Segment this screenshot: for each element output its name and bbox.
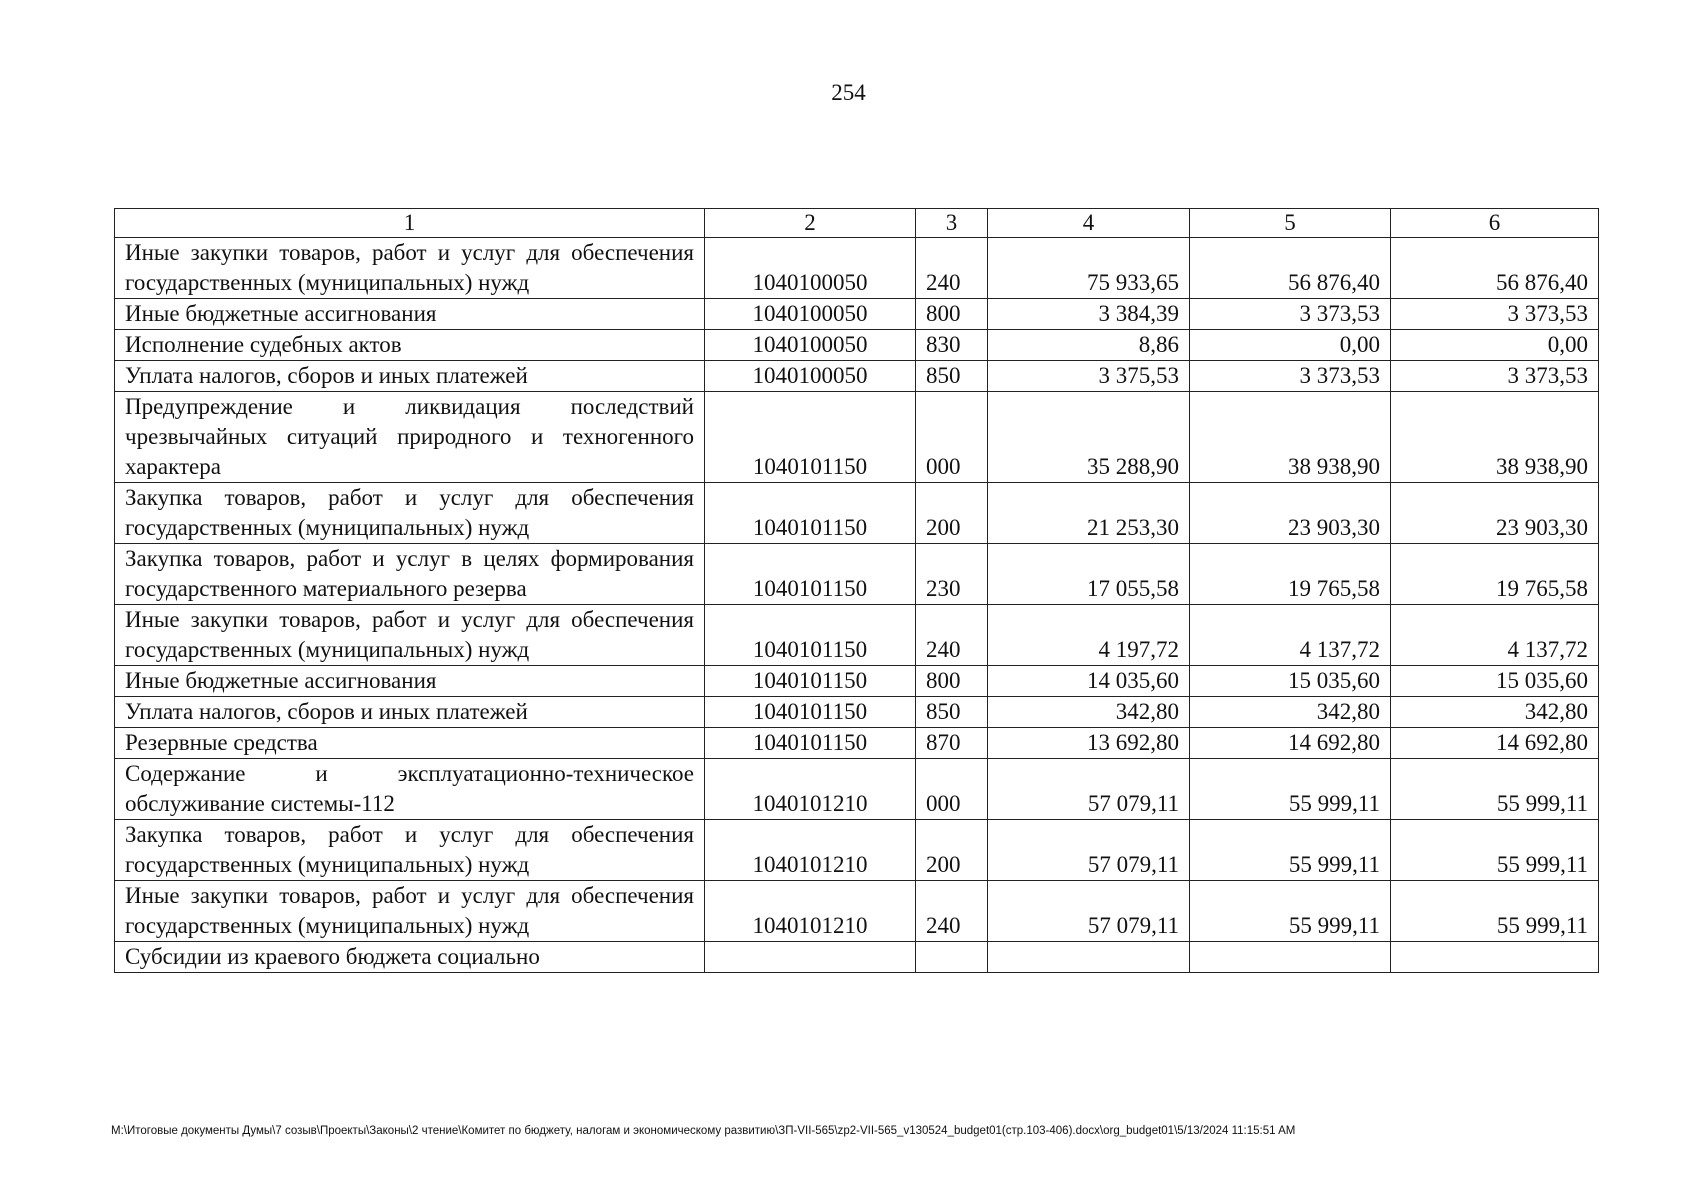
amount-col4-cell: 3 384,39	[988, 299, 1190, 330]
amount-col4-cell: 57 079,11	[988, 820, 1190, 881]
amount-col6-cell: 342,80	[1391, 697, 1599, 728]
table-row	[115, 728, 1599, 759]
expense-type-cell: 800	[916, 666, 988, 697]
target-code-cell: 1040101150	[705, 392, 916, 483]
expense-type-cell: 800	[916, 299, 988, 330]
amount-col5-cell	[1190, 942, 1391, 973]
amount-col5-cell: 3 373,53	[1190, 361, 1391, 392]
amount-col6-cell: 15 035,60	[1391, 666, 1599, 697]
table-row	[115, 392, 1599, 483]
amount-col6-cell: 3 373,53	[1391, 299, 1599, 330]
row-name-cell: Уплата налогов, сборов и иных платежей	[115, 361, 705, 392]
amount-col4-cell: 57 079,11	[988, 759, 1190, 820]
amount-col6-cell: 55 999,11	[1391, 820, 1599, 881]
header-cell-1: 1	[115, 209, 705, 238]
target-code-cell: 1040100050	[705, 299, 916, 330]
amount-col5-cell: 55 999,11	[1190, 820, 1391, 881]
amount-col6-cell: 0,00	[1391, 330, 1599, 361]
amount-col4-cell: 14 035,60	[988, 666, 1190, 697]
expense-type-cell: 200	[916, 820, 988, 881]
amount-col4-cell: 21 253,30	[988, 483, 1190, 544]
table-row	[115, 483, 1599, 544]
amount-col5-cell: 342,80	[1190, 697, 1391, 728]
row-name-cell: Уплата налогов, сборов и иных платежей	[115, 697, 705, 728]
amount-col5-cell: 4 137,72	[1190, 605, 1391, 666]
row-name-cell: Содержание и эксплуатационно-техническое обслуживание системы-112	[115, 759, 705, 820]
target-code-cell: 1040101210	[705, 820, 916, 881]
budget-table	[114, 208, 1599, 973]
budget-table-body	[115, 209, 1599, 973]
expense-type-cell	[916, 942, 988, 973]
amount-col6-cell: 38 938,90	[1391, 392, 1599, 483]
expense-type-cell: 850	[916, 697, 988, 728]
row-name-cell: Иные закупки товаров, работ и услуг для обеспечения государственных (муниципальных) нужд	[115, 881, 705, 942]
table-row	[115, 361, 1599, 392]
expense-type-cell: 830	[916, 330, 988, 361]
expense-type-cell: 000	[916, 392, 988, 483]
amount-col4-cell: 13 692,80	[988, 728, 1190, 759]
amount-col4-cell: 3 375,53	[988, 361, 1190, 392]
amount-col5-cell: 55 999,11	[1190, 881, 1391, 942]
amount-col5-cell: 55 999,11	[1190, 759, 1391, 820]
amount-col6-cell: 23 903,30	[1391, 483, 1599, 544]
amount-col4-cell	[988, 942, 1190, 973]
amount-col4-cell: 4 197,72	[988, 605, 1190, 666]
header-cell-2: 2	[705, 209, 916, 238]
table-row	[115, 881, 1599, 942]
target-code-cell: 1040101150	[705, 728, 916, 759]
row-name-cell: Предупреждение и ликвидация последствий чрезвычайных ситуаций природного и техногенного характера	[115, 392, 705, 483]
expense-type-cell: 240	[916, 605, 988, 666]
amount-col5-cell: 14 692,80	[1190, 728, 1391, 759]
amount-col5-cell: 56 876,40	[1190, 238, 1391, 299]
page-number: 254	[831, 80, 866, 105]
row-name-cell: Закупка товаров, работ и услуг для обеспечения государственных (муниципальных) нужд	[115, 820, 705, 881]
amount-col5-cell: 3 373,53	[1190, 299, 1391, 330]
row-name-cell: Закупка товаров, работ и услуг для обеспечения государственных (муниципальных) нужд	[115, 483, 705, 544]
amount-col5-cell: 23 903,30	[1190, 483, 1391, 544]
amount-col4-cell: 75 933,65	[988, 238, 1190, 299]
table-row	[115, 238, 1599, 299]
expense-type-cell: 230	[916, 544, 988, 605]
row-name-cell: Иные бюджетные ассигнования	[115, 299, 705, 330]
amount-col6-cell: 19 765,58	[1391, 544, 1599, 605]
table-row	[115, 330, 1599, 361]
target-code-cell: 1040101150	[705, 483, 916, 544]
header-cell-5: 5	[1190, 209, 1391, 238]
target-code-cell	[705, 942, 916, 973]
row-name-cell: Закупка товаров, работ и услуг в целях формирования государственного материального резерва	[115, 544, 705, 605]
header-cell-4: 4	[988, 209, 1190, 238]
row-name-cell: Иные закупки товаров, работ и услуг для обеспечения государственных (муниципальных) нужд	[115, 238, 705, 299]
expense-type-cell: 870	[916, 728, 988, 759]
target-code-cell: 1040101210	[705, 881, 916, 942]
amount-col5-cell: 38 938,90	[1190, 392, 1391, 483]
target-code-cell: 1040100050	[705, 361, 916, 392]
table-row	[115, 605, 1599, 666]
header-cell-3: 3	[916, 209, 988, 238]
row-name-cell: Иные закупки товаров, работ и услуг для обеспечения государственных (муниципальных) нужд	[115, 605, 705, 666]
expense-type-cell: 240	[916, 238, 988, 299]
amount-col4-cell: 57 079,11	[988, 881, 1190, 942]
amount-col6-cell	[1391, 942, 1599, 973]
amount-col6-cell: 14 692,80	[1391, 728, 1599, 759]
table-row	[115, 820, 1599, 881]
table-row	[115, 697, 1599, 728]
target-code-cell: 1040101150	[705, 697, 916, 728]
target-code-cell: 1040101210	[705, 759, 916, 820]
table-row	[115, 759, 1599, 820]
table-row	[115, 666, 1599, 697]
target-code-cell: 1040101150	[705, 666, 916, 697]
table-row	[115, 544, 1599, 605]
header-cell-6: 6	[1391, 209, 1599, 238]
amount-col5-cell: 0,00	[1190, 330, 1391, 361]
row-name-cell: Субсидии из краевого бюджета социально	[115, 942, 705, 973]
target-code-cell: 1040100050	[705, 238, 916, 299]
table-row	[115, 942, 1599, 973]
target-code-cell: 1040101150	[705, 544, 916, 605]
table-header-row	[115, 209, 1599, 238]
amount-col5-cell: 19 765,58	[1190, 544, 1391, 605]
expense-type-cell: 200	[916, 483, 988, 544]
amount-col4-cell: 8,86	[988, 330, 1190, 361]
row-name-cell: Резервные средства	[115, 728, 705, 759]
amount-col6-cell: 4 137,72	[1391, 605, 1599, 666]
amount-col4-cell: 35 288,90	[988, 392, 1190, 483]
amount-col6-cell: 56 876,40	[1391, 238, 1599, 299]
expense-type-cell: 000	[916, 759, 988, 820]
expense-type-cell: 240	[916, 881, 988, 942]
file-path-footer: M:\Итоговые документы Думы\7 созыв\Проекты\Законы\2 чтение\Комитет по бюджету, налогам и экономическому развитию\ЗП-VII-565\zp2-VII-565_v130524_budget01(стр.103-406).docx\org_budget01\5/13/2024 11:15:51 AM	[111, 1125, 1296, 1137]
row-name-cell: Исполнение судебных актов	[115, 330, 705, 361]
amount-col6-cell: 3 373,53	[1391, 361, 1599, 392]
amount-col6-cell: 55 999,11	[1391, 759, 1599, 820]
amount-col6-cell: 55 999,11	[1391, 881, 1599, 942]
expense-type-cell: 850	[916, 361, 988, 392]
row-name-cell: Иные бюджетные ассигнования	[115, 666, 705, 697]
target-code-cell: 1040100050	[705, 330, 916, 361]
amount-col4-cell: 17 055,58	[988, 544, 1190, 605]
amount-col5-cell: 15 035,60	[1190, 666, 1391, 697]
target-code-cell: 1040101150	[705, 605, 916, 666]
amount-col4-cell: 342,80	[988, 697, 1190, 728]
table-row	[115, 299, 1599, 330]
